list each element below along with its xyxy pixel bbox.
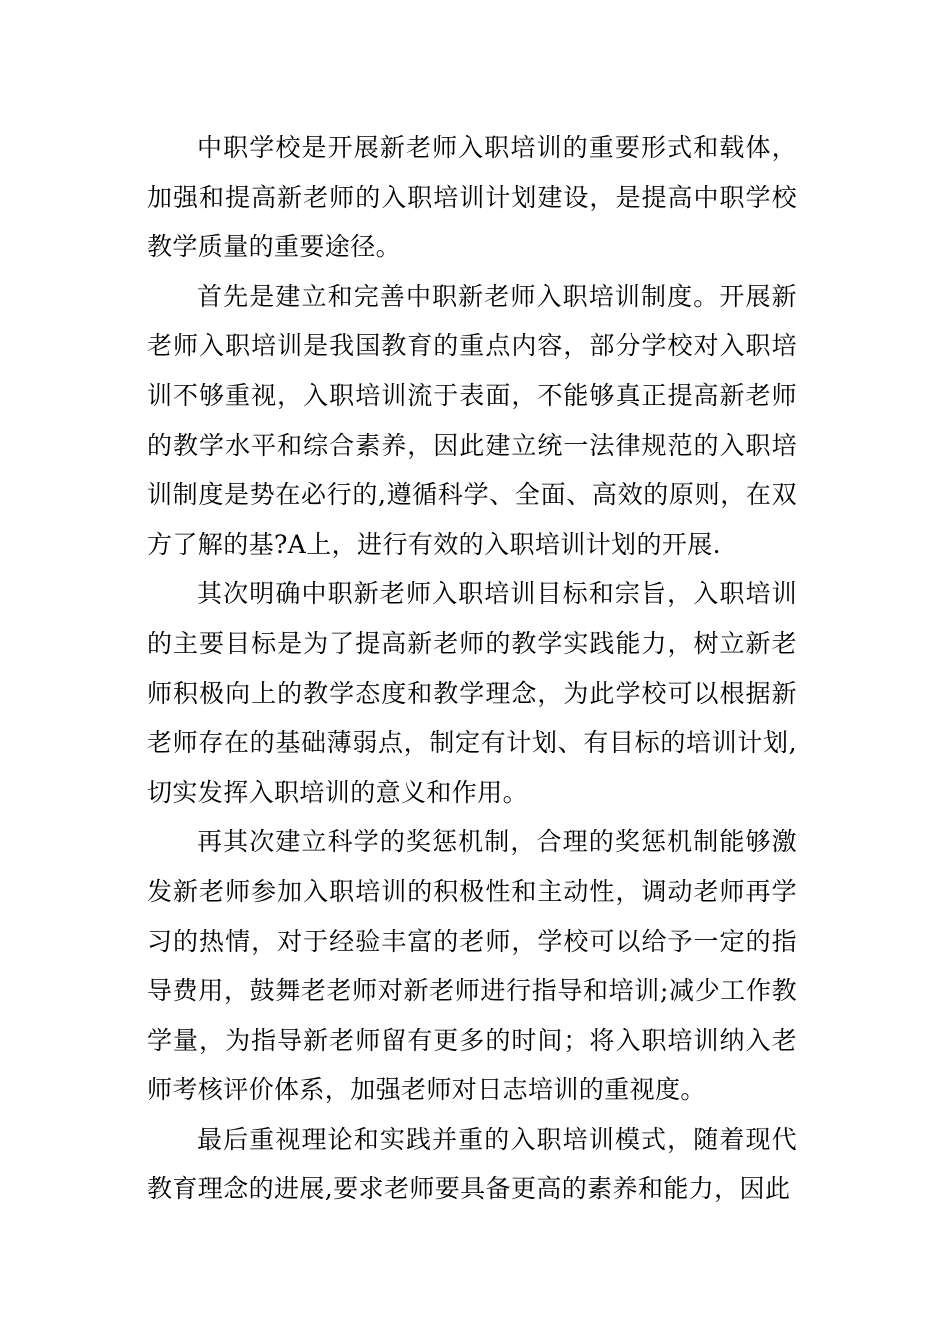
paragraph-last: 最后重视理论和实践并重的入职培训模式，随着现代教育理念的进展,要求老师要具备更高的素养和能力，因此 [147, 1124, 797, 1204]
document-body [147, 123, 797, 1214]
paragraph-first: 首先是建立和完善中职新老师入职培训制度。开展新老师入职培训是我国教育的重点内容，部分学校对入职培训不够重视，入职培训流于表面，不能够真正提高新老师的教学水平和综合素养，因此建立统一法律规范的入职培训制度是势在必行的,遵循科学、全面、高效的原则，在双方了解的基?A上，进行有效的入职培训计划的开展. [147, 281, 797, 559]
paragraph-second: 其次明确中职新老师入职培训目标和宗旨，入职培训的主要目标是为了提高新老师的教学实践能力，树立新老师积极向上的教学态度和教学理念，为此学校可以根据新老师存在的基础薄弱点，制定有计划、有目标的培训计划,切实发挥入职培训的意义和作用。 [147, 579, 797, 807]
paragraph-intro: 中职学校是开展新老师入职培训的重要形式和载体，加强和提高新老师的入职培训计划建设，是提高中职学校教学质量的重要途径。 [147, 133, 797, 262]
paragraph-third: 再其次建立科学的奖惩机制，合理的奖惩机制能够激发新老师参加入职培训的积极性和主动性，调动老师再学习的热情，对于经验丰富的老师，学校可以给予一定的指导费用，鼓舞老老师对新老师进行指导和培训;减少工作教学量，为指导新老师留有更多的时间；将入职培训纳入老师考核评价体系，加强老师对日志培训的重视度。 [147, 827, 797, 1105]
